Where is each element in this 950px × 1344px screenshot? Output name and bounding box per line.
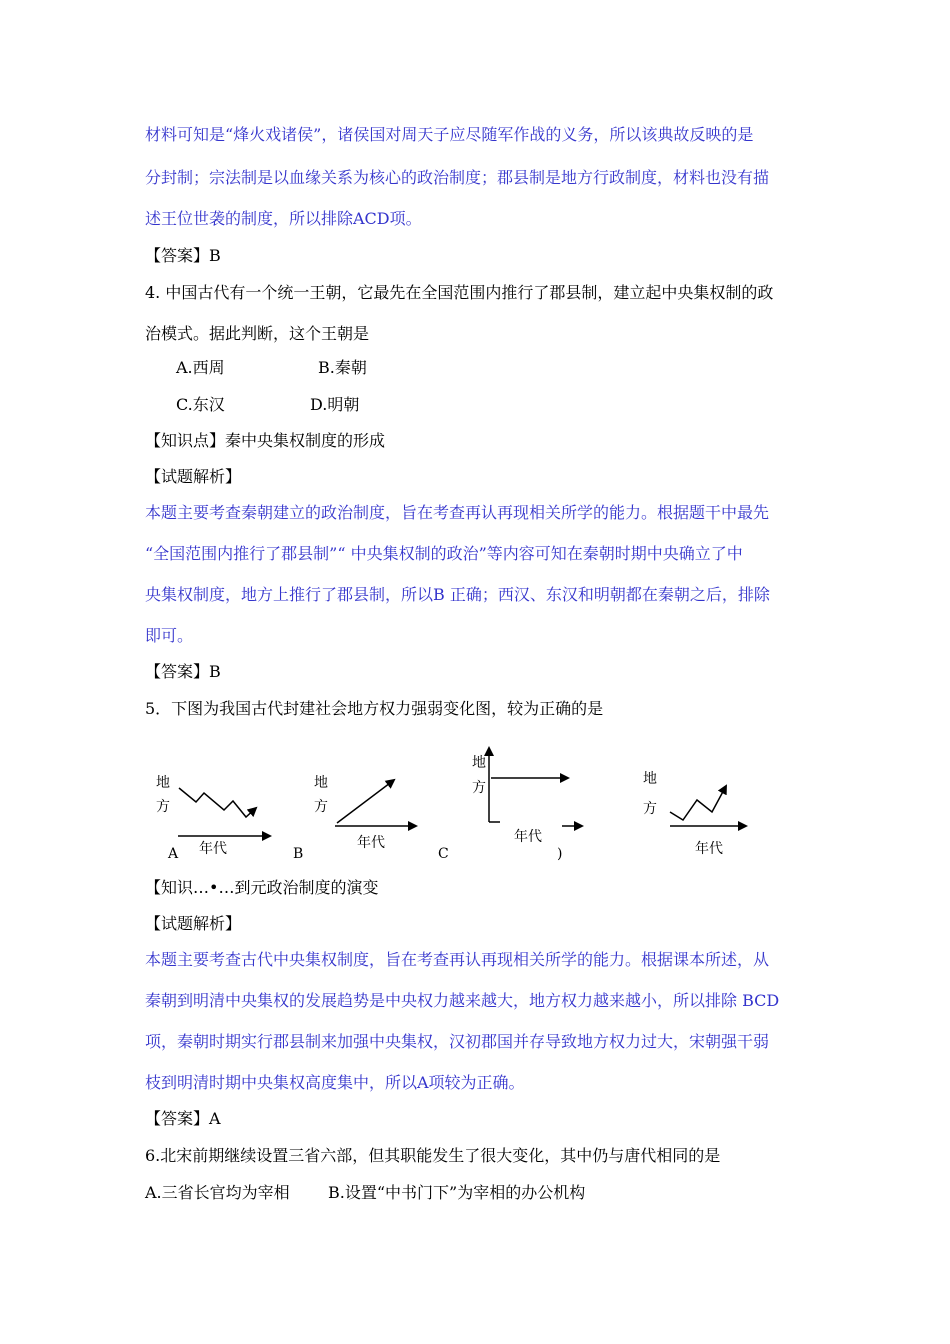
diagram-c-y-label-1: 地: [472, 755, 486, 771]
diagram-a-letter: A: [168, 846, 179, 862]
q4-option-b: B.秦朝: [318, 358, 367, 377]
diagram-a-x-label: 年代: [199, 841, 227, 857]
q3-answer: 【答案】B: [145, 246, 221, 265]
q3-analysis-line-3: 述王位世袭的制度，所以排除ACD项。: [145, 209, 422, 228]
diagram-c-x-label: 年代: [514, 829, 542, 845]
diagram-d-y-label-1: 地: [643, 771, 657, 787]
q4-option-c: C.东汉: [176, 395, 225, 414]
q4-stem-line-1: 4. 中国古代有一个统一王朝，它最先在全国范围内推行了郡县制，建立起中央集权制的政: [145, 283, 774, 302]
q4-option-a: A.西周: [176, 358, 225, 377]
q4-analysis-line-2: “全国范围内推行了郡县制”“ 中央集权制的政治”等内容可知在秦朝时期中央确立了中: [145, 544, 743, 563]
diagram-c: [489, 748, 582, 826]
diagram-d-y-label-2: 方: [643, 801, 657, 817]
diagram-a-y-label-1: 地: [156, 775, 170, 791]
diagram-d: [670, 786, 746, 826]
diagram-b-letter: B: [293, 846, 304, 862]
q4-analysis-line-3: 央集权制度，地方上推行了郡县制，所以B 正确；西汉、东汉和明朝都在秦朝之后，排除: [145, 585, 770, 604]
diagram-c-letter: C: [438, 846, 449, 862]
q5-stem: 5．下图为我国古代封建社会地方权力强弱变化图，较为正确的是: [145, 699, 604, 718]
diagram-a-y-label-2: 方: [156, 799, 170, 815]
q5-analysis-line-2: 秦朝到明清中央集权的发展趋势是中央权力越来越大，地方权力越来越小，所以排除 BCD: [145, 991, 780, 1010]
q4-answer: 【答案】B: [145, 662, 221, 681]
diagram-d-letter: ): [557, 846, 563, 862]
q5-analysis-line-4: 枝到明清时期中央集权高度集中，所以A项较为正确。: [145, 1073, 525, 1092]
q6-option-b: B.设置“中书门下”为宰相的办公机构: [328, 1183, 586, 1202]
q5-analysis-line-1: 本题主要考查古代中央集权制度，旨在考查再认再现相关所学的能力。根据课本所述，从: [145, 950, 770, 969]
q4-knowledge-point: 【知识点】秦中央集权制度的形成: [145, 431, 386, 450]
q5-analysis-heading: 【试题解析】: [145, 914, 242, 933]
q4-analysis-line-1: 本题主要考查秦朝建立的政治制度，旨在考查再认再现相关所学的能力。根据题干中最先: [145, 503, 770, 522]
diagram-b-y-label-2: 方: [314, 799, 328, 815]
diagram-b-x-label: 年代: [357, 835, 385, 851]
diagram-a: [178, 788, 270, 836]
q6-option-a: A.三省长官均为宰相: [145, 1183, 290, 1202]
diagram-b: [335, 780, 416, 826]
diagram-d-x-label: 年代: [695, 841, 723, 857]
q3-analysis-line-2: 分封制；宗法制是以血缘关系为核心的政治制度；郡县制是地方行政制度，材料也没有描: [145, 168, 770, 187]
q3-analysis-line-1: 材料可知是“烽火戏诸侯”，诸侯国对周天子应尽随军作战的义务，所以该典故反映的是: [145, 125, 754, 144]
q4-stem-line-2: 治模式。据此判断，这个王朝是: [145, 324, 370, 343]
q4-analysis-line-4: 即可。: [145, 626, 194, 645]
q6-stem: 6.北宋前期继续设置三省六部，但其职能发生了很大变化，其中仍与唐代相同的是: [145, 1146, 721, 1165]
diagram-c-y-label-2: 方: [472, 780, 486, 796]
diagram-b-y-label-1: 地: [314, 775, 328, 791]
q5-answer: 【答案】A: [145, 1109, 221, 1128]
q5-analysis-line-3: 项，秦朝时期实行郡县制来加强中央集权，汉初郡国并存导致地方权力过大，宋朝强干弱: [145, 1032, 770, 1051]
q4-option-d: D.明朝: [310, 395, 360, 414]
q5-knowledge-point: 【知识…•…到元政治制度的演变: [145, 878, 379, 897]
q4-analysis-heading: 【试题解析】: [145, 467, 242, 486]
